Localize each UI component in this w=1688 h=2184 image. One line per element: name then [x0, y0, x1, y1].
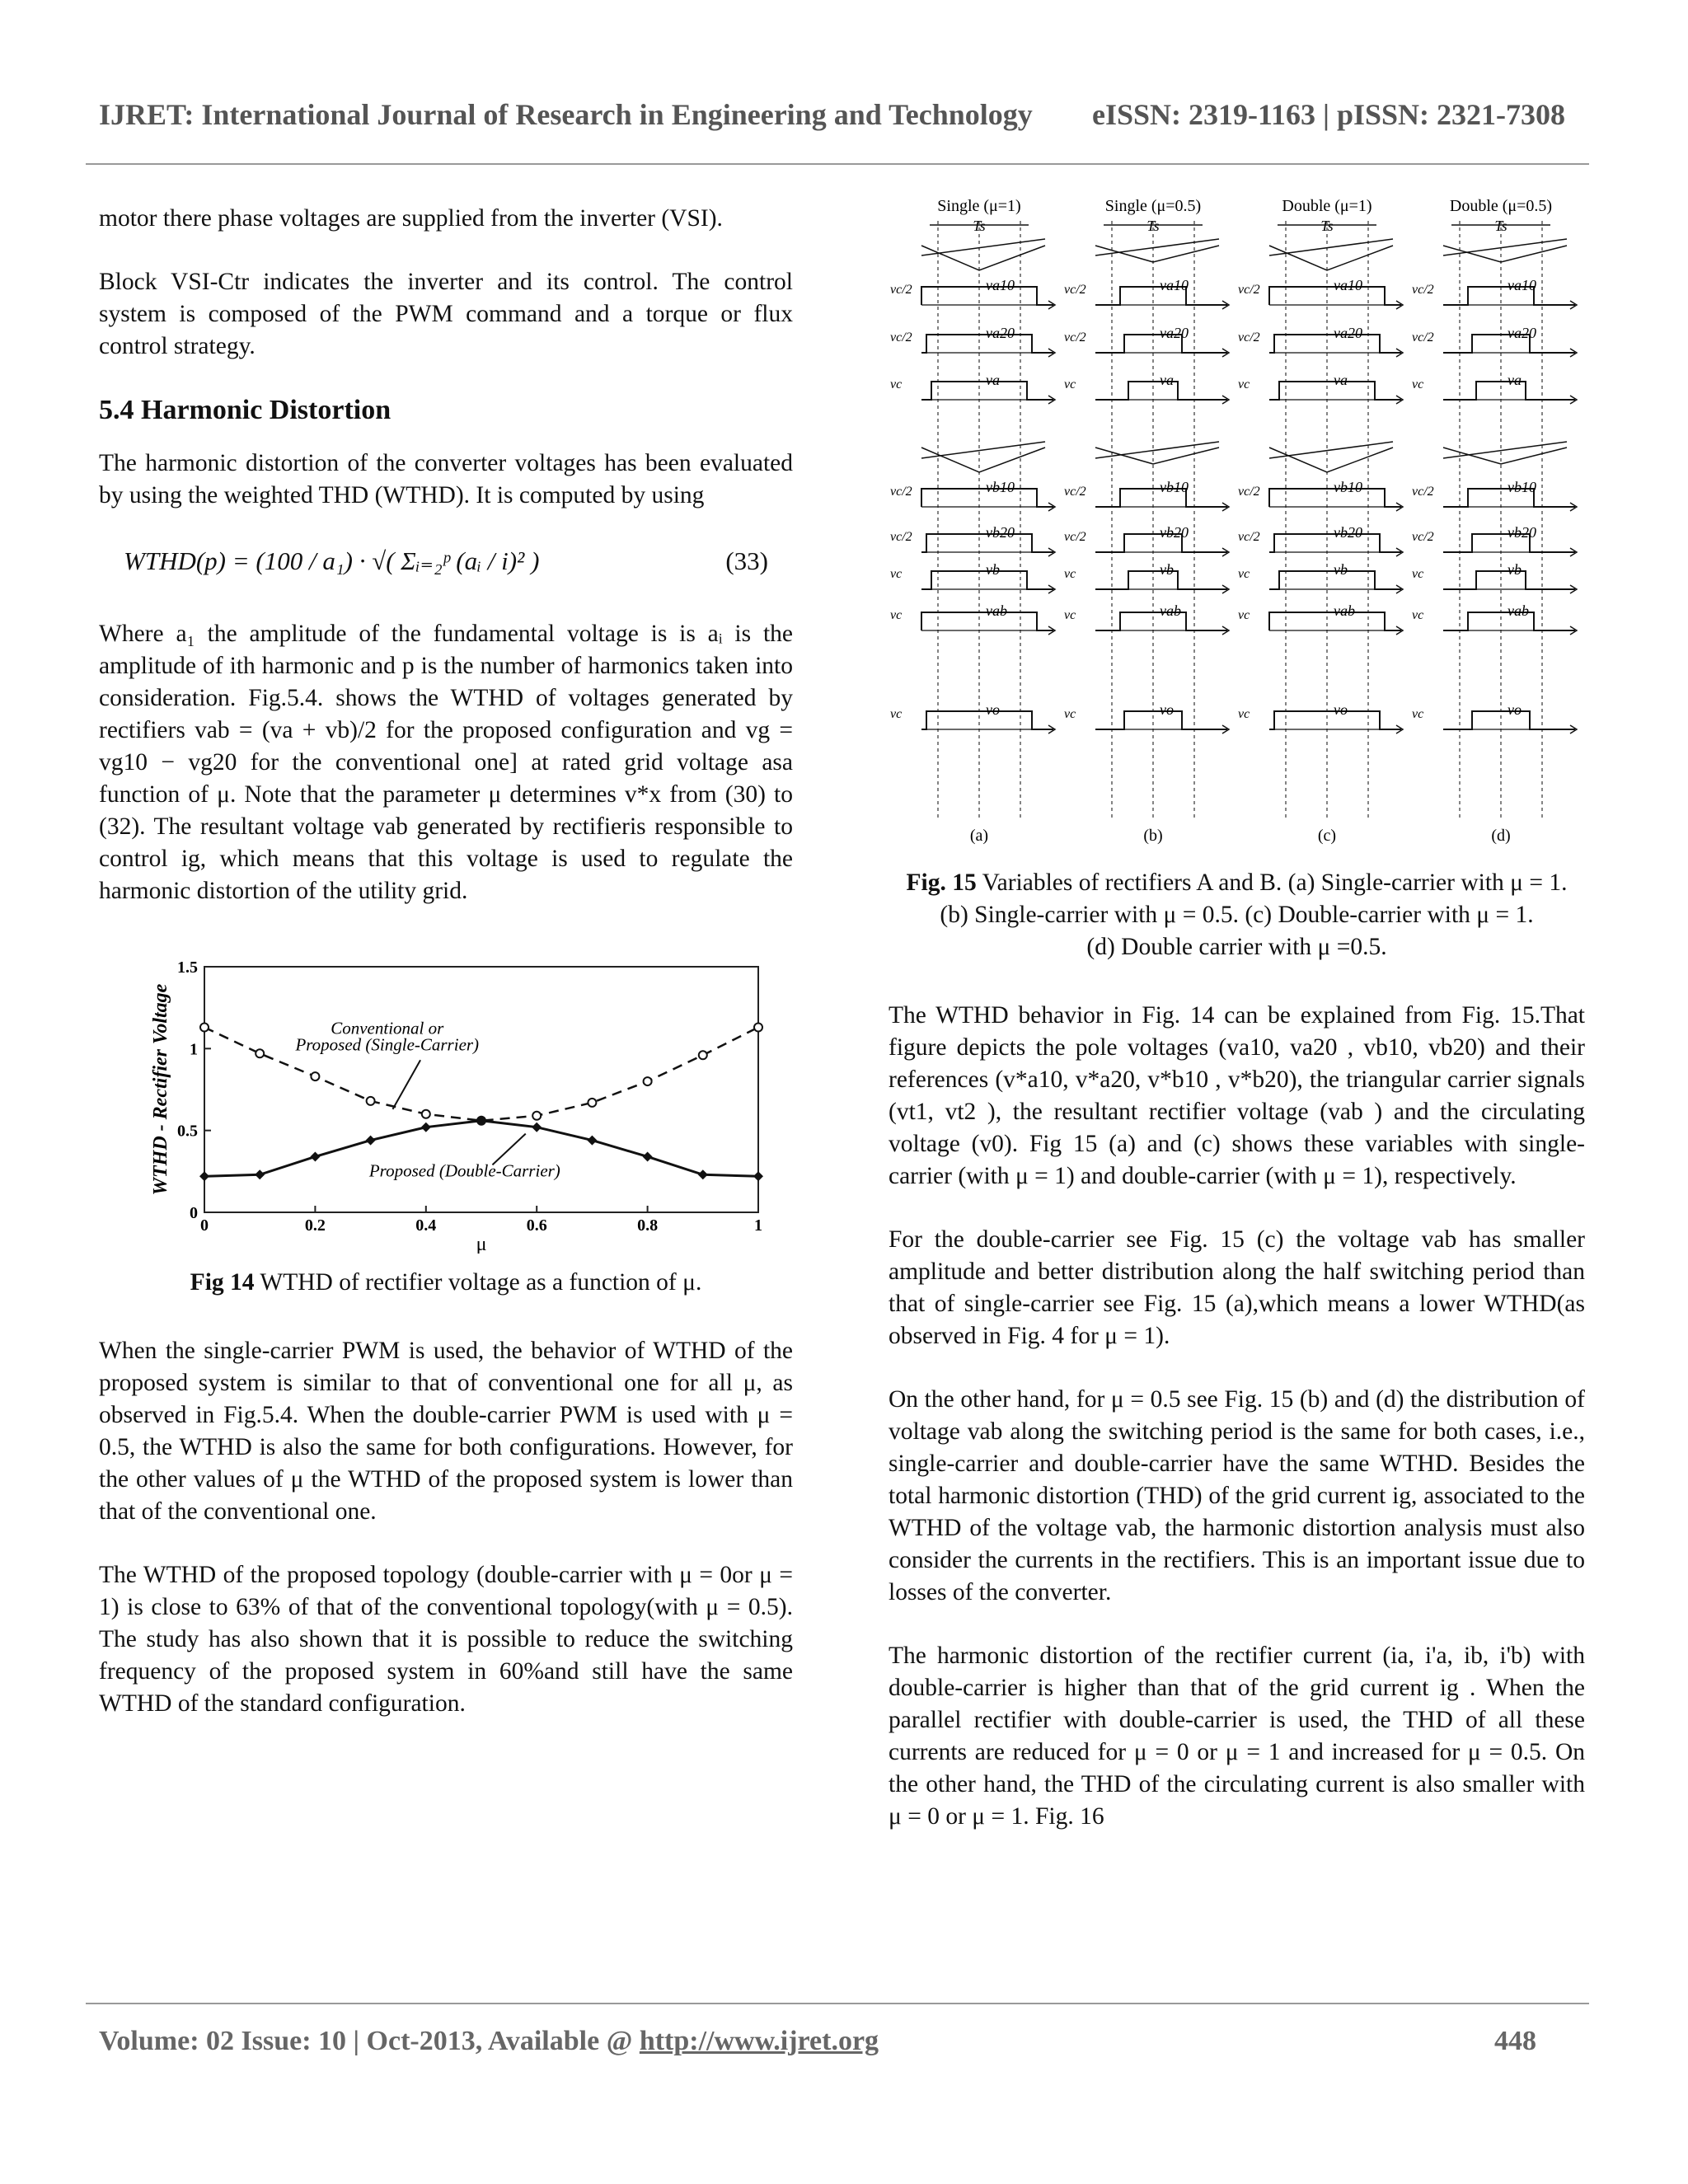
- level-label: vc/2: [1064, 485, 1086, 499]
- x-tick-label: 1: [754, 1216, 762, 1235]
- signal-label: va20: [1334, 325, 1362, 341]
- reference-signal: [1095, 239, 1219, 255]
- annotation-single: Proposed (Single-Carrier): [295, 1034, 480, 1055]
- paragraph: Where a₁ the amplitude of the fundamental voltage is is aᵢ is the amplitude of ith harmonic and p is the number of harmonics taken into consideration. Fig.5.4. shows the WTHD of voltages generated by rectifiers vab = (va + vb)/2 for the proposed configuration and vg = vg10 − vg20 for the conventional one] at rated grid voltage asa function of μ. Note that the parameter μ determines v*x from (30) to (32). The resultant voltage vab generated by rectifieris responsible to control ig, which means that this voltage is used to regulate the harmonic distortion of the utility grid.: [99, 621, 793, 904]
- signal-label: va: [1160, 372, 1174, 388]
- signal-label: vb: [1334, 561, 1348, 578]
- paragraph: On the other hand, for μ = 0.5 see Fig. 15 (b) and (d) the distribution of voltage vab along the switching period is the same for both cases, i.e., single-carrier and double-carrier have the same WTHD. Besides the total harmonic distortion (THD) of the grid current ig, associated to the WTHD of the voltage vab, the harmonic distortion analysis must also consider the currents in the rectifiers. This is an important issue due to losses of the converter.: [889, 1386, 1585, 1605]
- x-tick-label: 0.4: [415, 1216, 437, 1235]
- signal-label: vb20: [1334, 524, 1362, 541]
- annotation-arrow: [392, 1060, 420, 1109]
- fig15-caption-line3: (d) Double carrier with μ =0.5.: [1086, 934, 1387, 960]
- y-axis-label: WTHD - Rectifier Voltage: [150, 983, 171, 1196]
- annotation-single: Conventional or: [331, 1018, 444, 1038]
- journal-header: [99, 97, 1591, 132]
- footer-volume: Volume: 02 Issue: 10 | Oct-2013, Available @: [99, 2026, 640, 2056]
- signal-label: va20: [1507, 325, 1536, 341]
- paragraph: Block VSI-Ctr indicates the inverter and its control. The control system is composed of the PWM command and a torque or flux control strategy.: [99, 269, 793, 359]
- paragraph: The WTHD of the proposed topology (double-carrier with μ = 0or μ = 1) is close to 63% of that of the conventional topology(with μ = 0.5). The study has also shown that it is possible to reduce the switching frequency of the proposed system in 60%and still have the same WTHD of the standard configuration.: [99, 1562, 793, 1717]
- page-number: 448: [1494, 2026, 1536, 2056]
- footer: [99, 2026, 1541, 2057]
- x-axis-label: μ: [476, 1234, 487, 1254]
- data-point: [310, 1151, 320, 1161]
- signal-label: vb10: [1507, 479, 1536, 495]
- x-tick-label: 0: [200, 1216, 209, 1235]
- level-label: vc: [890, 567, 903, 581]
- y-tick-label: 1.5: [177, 958, 198, 977]
- signal-label: vb: [1160, 561, 1174, 578]
- data-point: [421, 1122, 431, 1132]
- reference-signal: [1269, 442, 1393, 458]
- data-point: [367, 1097, 375, 1105]
- carrier-signal: [1443, 246, 1567, 262]
- equation-body: WTHD(p) = (100 / a₁) · √( Σᵢ₌₂ᵖ (aᵢ / i)² ): [124, 546, 540, 575]
- carrier-signal: [921, 246, 1045, 270]
- level-label: vc/2: [1238, 283, 1260, 297]
- level-label: vc/2: [1412, 485, 1434, 499]
- header-rule: [86, 163, 1589, 165]
- signal-label: va10: [1160, 277, 1189, 293]
- paragraph: The harmonic distortion of the converter voltages has been evaluated by using the weighted THD (WTHD). It is computed by using: [99, 450, 793, 509]
- panel-letter: (a): [969, 827, 989, 845]
- journal-title: IJRET: International Journal of Research in Engineering and Technology: [99, 98, 1033, 131]
- issn: eISSN: 2319-1163 | pISSN: 2321-7308: [1092, 98, 1565, 131]
- panel-title: Single (μ=0.5): [1104, 197, 1202, 215]
- signal-label: vab: [1507, 602, 1529, 619]
- signal-label: va: [986, 372, 1000, 388]
- level-label: vc: [1412, 377, 1424, 391]
- annotation-double: Proposed (Double-Carrier): [368, 1160, 560, 1181]
- data-point: [255, 1169, 265, 1179]
- signal-label: vb: [986, 561, 1000, 578]
- level-label: vc: [1412, 608, 1424, 622]
- paragraph: For the double-carrier see Fig. 15 (c) the voltage vab has smaller amplitude and better distribution along the half switching period than that of single-carrier see Fig. 15 (a),which means a lower WTHD(as observed in Fig. 4 for μ = 1).: [889, 1226, 1585, 1349]
- data-point: [311, 1072, 319, 1080]
- left-column: [99, 203, 793, 1751]
- data-point: [532, 1112, 541, 1120]
- equation-33: [99, 545, 793, 577]
- signal-label: va10: [1507, 277, 1536, 293]
- level-label: vc/2: [1238, 530, 1260, 544]
- data-point: [200, 1024, 209, 1032]
- level-label: vc/2: [1412, 530, 1434, 544]
- data-point: [588, 1099, 596, 1107]
- level-label: vc/2: [1064, 283, 1086, 297]
- equation-number: (33): [725, 546, 768, 575]
- y-tick-label: 0: [190, 1204, 198, 1222]
- signal-label: vab: [1334, 602, 1355, 619]
- signal-label: vo: [986, 701, 1000, 718]
- signal-label: vb10: [1334, 479, 1362, 495]
- x-tick-label: 0.2: [304, 1216, 326, 1235]
- data-point: [754, 1024, 762, 1032]
- signal-label: vab: [1160, 602, 1181, 619]
- level-label: vc: [1064, 707, 1076, 721]
- level-label: vc/2: [1412, 283, 1434, 297]
- panel-title: Double (μ=0.5): [1449, 197, 1553, 215]
- reference-signal: [921, 442, 1045, 458]
- level-label: vc: [1412, 707, 1424, 721]
- panel-letter: (c): [1317, 827, 1337, 845]
- fig15-caption-line2: (b) Single-carrier with μ = 0.5. (c) Double-carrier with μ = 1.: [940, 902, 1534, 928]
- carrier-signal: [1095, 246, 1219, 262]
- fig14-chart: [99, 932, 793, 1254]
- panel-letter: (b): [1143, 827, 1163, 845]
- reference-signal: [1095, 442, 1219, 458]
- signal-label: vab: [986, 602, 1007, 619]
- level-label: vc: [1064, 608, 1076, 622]
- level-label: vc: [1238, 707, 1250, 721]
- ts-label: Ts: [1146, 218, 1160, 234]
- fig15-waveforms: [889, 196, 1585, 847]
- signal-label: vo: [1507, 701, 1522, 718]
- level-label: vc: [1064, 377, 1076, 391]
- data-point: [643, 1151, 653, 1161]
- data-point: [699, 1051, 707, 1059]
- x-tick-label: 0.6: [526, 1216, 547, 1235]
- right-column: [889, 867, 1585, 1864]
- section-title: 5.4 Harmonic Distortion: [99, 395, 392, 425]
- level-label: vc: [1412, 567, 1424, 581]
- ts-label: Ts: [1494, 218, 1507, 234]
- fig15-panel-a: [890, 197, 1055, 845]
- data-point: [256, 1049, 264, 1057]
- fig15-caption-label: Fig. 15: [906, 869, 977, 896]
- signal-label: vb20: [1160, 524, 1189, 541]
- signal-label: vo: [1334, 701, 1348, 718]
- fig14-caption-label: Fig 14: [190, 1269, 255, 1296]
- data-point: [587, 1136, 597, 1146]
- level-label: vc: [890, 707, 903, 721]
- x-tick-label: 0.8: [637, 1216, 659, 1235]
- paragraph: motor there phase voltages are supplied from the inverter (VSI).: [99, 205, 723, 232]
- signal-label: va: [1334, 372, 1348, 388]
- signal-label: vb: [1507, 561, 1522, 578]
- paragraph: The harmonic distortion of the rectifier current (ia, i'a, ib, i'b) with double-carrier is higher than that of the grid current ig . When the parallel rectifier with double-carrier is used, the THD of all these currents are reduced for μ = 0 or μ = 1 and increased for μ = 0.5. On the other hand, the THD of the circulating current is also smaller with μ = 0 or μ = 1. Fig. 16: [889, 1643, 1585, 1830]
- level-label: vc: [890, 608, 903, 622]
- signal-label: vo: [1160, 701, 1174, 718]
- series-line-1: [204, 1028, 758, 1121]
- signal-label: va10: [986, 277, 1015, 293]
- carrier-signal: [921, 448, 1045, 472]
- data-point: [753, 1171, 763, 1181]
- panel-letter: (d): [1491, 827, 1511, 845]
- signal-label: vb20: [1507, 524, 1536, 541]
- signal-label: vb10: [986, 479, 1015, 495]
- level-label: vc/2: [890, 485, 912, 499]
- fig14-caption-text: WTHD of rectifier voltage as a function of μ.: [260, 1269, 702, 1296]
- data-point: [422, 1110, 430, 1118]
- ts-label: Ts: [1320, 218, 1334, 234]
- panel-title: Double (μ=1): [1282, 197, 1372, 215]
- paragraph: When the single-carrier PWM is used, the behavior of WTHD of the proposed system is similar to that of conventional one for all μ, as observed in Fig.5.4. When the double-carrier PWM is used with μ = 0.5, the WTHD is also the same for both configurations. However, for the other values of μ the WTHD of the proposed system is lower than that of the conventional one.: [99, 1338, 793, 1525]
- level-label: vc/2: [1064, 530, 1086, 544]
- data-point: [698, 1169, 708, 1179]
- signal-label: vb20: [986, 524, 1015, 541]
- data-point: [366, 1136, 376, 1146]
- level-label: vc/2: [890, 283, 912, 297]
- data-point: [644, 1077, 652, 1085]
- fig15-panel-b: [1064, 197, 1229, 845]
- reference-signal: [1443, 239, 1567, 255]
- level-label: vc: [1238, 608, 1250, 622]
- signal-label: va: [1507, 372, 1522, 388]
- level-label: vc/2: [1238, 330, 1260, 344]
- fig15-panel-c: [1238, 197, 1403, 845]
- paragraph: The WTHD behavior in Fig. 14 can be explained from Fig. 15.That figure depicts the pole voltages (va10, va20 , vb10, vb20) and their references (v*a10, v*a20, v*b10 , v*b20), the triangular carrier signals (vt1, vt2 ), the resultant rectifier voltage (vab ) and the circulating voltage (v0). Fig 15 (a) and (c) shows these variables with single-carrier (with μ = 1) and double-carrier (with μ = 1), respectively.: [889, 1002, 1585, 1189]
- level-label: vc: [1238, 377, 1250, 391]
- footer-rule: [86, 2003, 1589, 2004]
- level-label: vc/2: [1238, 485, 1260, 499]
- carrier-signal: [1269, 246, 1393, 270]
- reference-signal: [1443, 442, 1567, 458]
- signal-label: va10: [1334, 277, 1362, 293]
- data-point: [532, 1122, 542, 1132]
- fig15-panel-d: [1412, 197, 1577, 845]
- level-label: vc/2: [1064, 330, 1086, 344]
- carrier-signal: [1269, 448, 1393, 472]
- level-label: vc: [1238, 567, 1250, 581]
- level-label: vc/2: [1412, 330, 1434, 344]
- y-tick-label: 0.5: [177, 1122, 198, 1141]
- level-label: vc/2: [890, 530, 912, 544]
- fig15-caption: [889, 867, 1585, 963]
- ts-label: Ts: [973, 218, 986, 234]
- level-label: vc: [890, 377, 903, 391]
- fig15-caption-line1: Variables of rectifiers A and B. (a) Single-carrier with μ = 1.: [982, 869, 1568, 896]
- signal-label: va20: [1160, 325, 1189, 341]
- signal-label: vb10: [1160, 479, 1189, 495]
- footer-link[interactable]: http://www.ijret.org: [639, 2026, 879, 2056]
- y-tick-label: 1: [190, 1040, 198, 1059]
- level-label: vc: [1064, 567, 1076, 581]
- level-label: vc/2: [890, 330, 912, 344]
- signal-label: va20: [986, 325, 1015, 341]
- fig14-caption: [99, 1267, 793, 1299]
- data-point: [199, 1171, 209, 1181]
- panel-title: Single (μ=1): [937, 197, 1021, 215]
